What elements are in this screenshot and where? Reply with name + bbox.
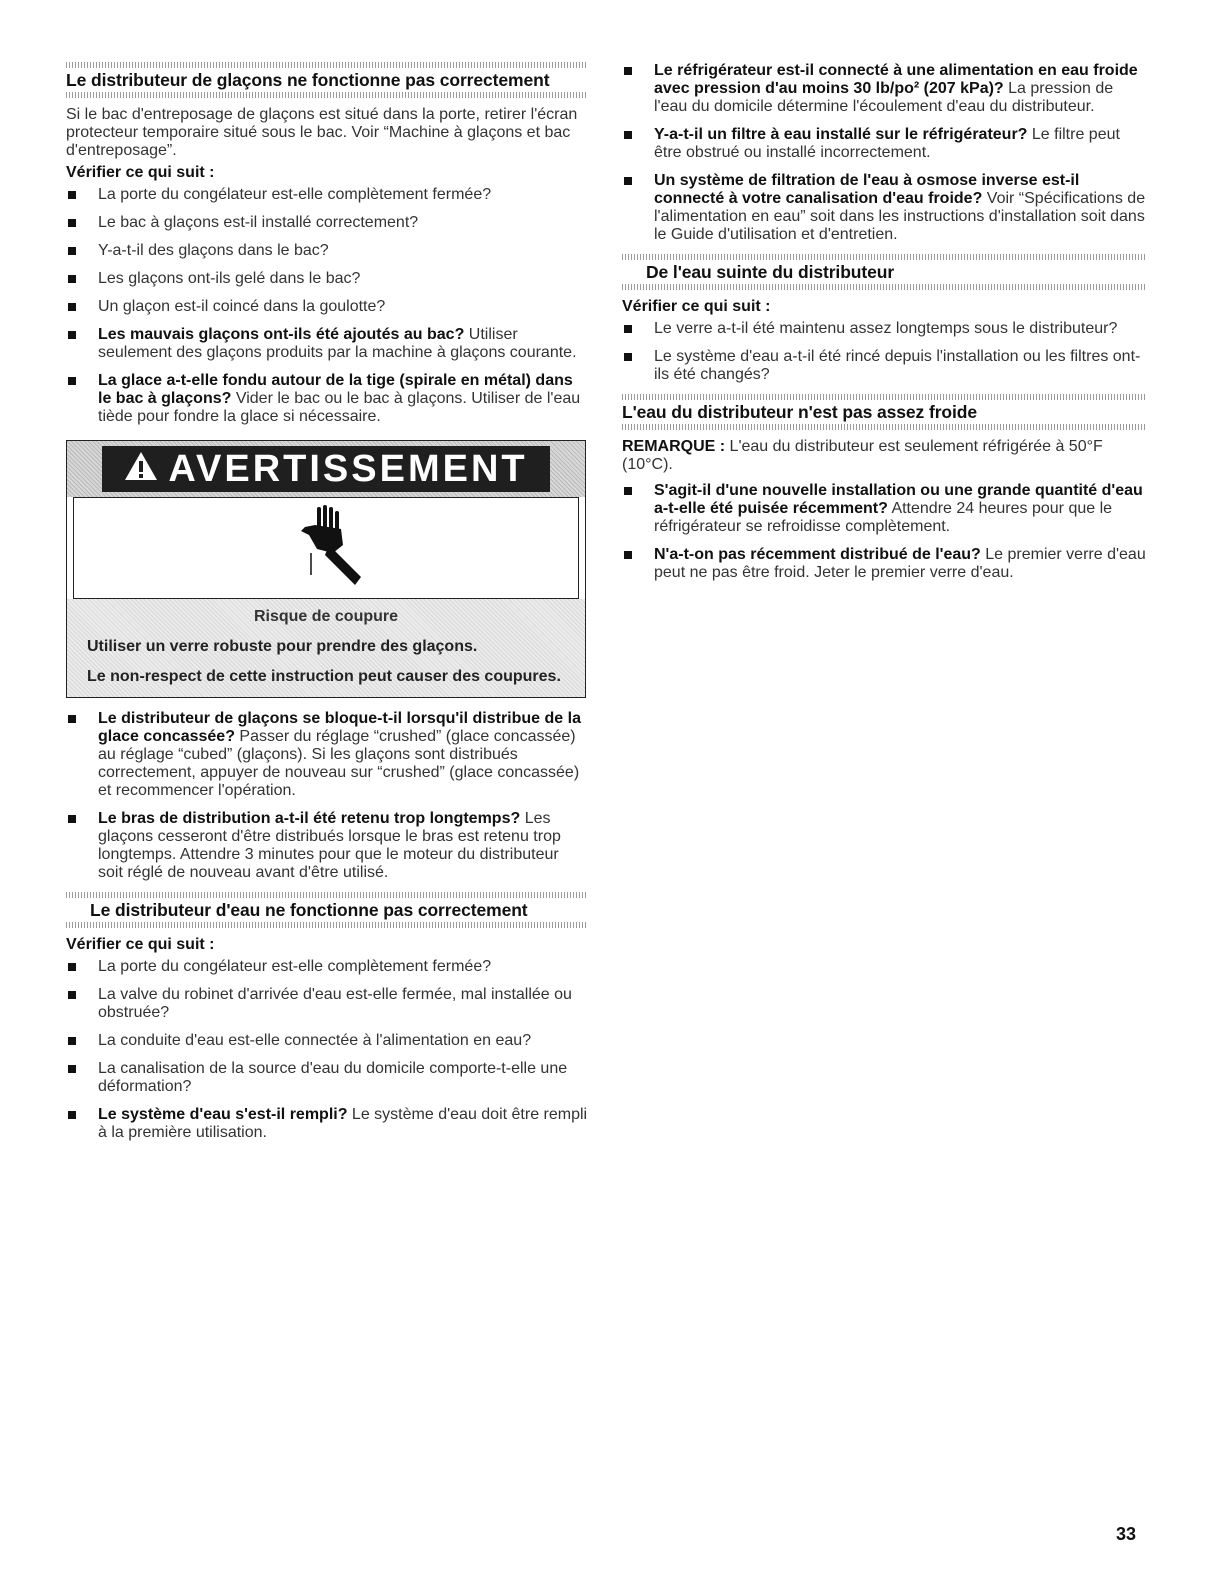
list-item [622,126,1146,162]
item-question: Le système d'eau s'est-il rempli? [98,1106,348,1123]
item-text: Le système d'eau a-t-il été rincé depuis l'installation ou les filtres ont-ils été changés? [654,348,1141,383]
item-text: La pression de l'eau du domicile détermine l'écoulement d'eau du distributeur. [654,80,1114,115]
bullet-square-icon [624,177,632,185]
check-label: Vérifier ce qui suit : [66,936,215,953]
section-heading-box [622,260,1146,284]
item-question: Un système de filtration de l'eau à osmose inverse est-il connecté à votre canalisation d'eau froide? [654,172,1080,207]
warning-pictogram-box [73,497,579,599]
list-item [622,348,1146,384]
warning-banner [67,441,585,497]
bullet-square-icon [68,191,76,199]
list-item [66,298,588,316]
section-heading-box [66,68,588,92]
item-question: Les mauvais glaçons ont-ils été ajoutés au bac? [98,326,465,343]
list-item [66,214,588,232]
item-text: La canalisation de la source d'eau du domicile comporte-t-elle une déformation? [98,1060,568,1095]
ice-dispenser-section [66,62,588,426]
item-text: La porte du congélateur est-elle complètement fermée? [98,186,492,203]
bullet-square-icon [68,219,76,227]
list-item [66,242,588,260]
water-not-cold-section [622,394,1146,582]
bullet-list [622,482,1146,582]
list-item [622,172,1146,244]
bullet-square-icon [624,325,632,333]
warning-text-panel [67,599,585,697]
bullet-square-icon [68,991,76,999]
bullet-square-icon [68,331,76,339]
bullet-square-icon [68,1111,76,1119]
note-text: L'eau du distributeur est seulement réfrigérée à 50°F (10°C). [622,438,1103,473]
item-text: La porte du congélateur est-elle complètement fermée? [98,958,492,975]
bullet-square-icon [624,551,632,559]
list-item [66,710,588,800]
note-label: REMARQUE : [622,438,726,455]
item-text: Le filtre peut être obstrué ou installé incorrectement. [654,126,1120,161]
bullet-square-icon [68,303,76,311]
item-text: La conduite d'eau est-elle connectée à l'alimentation en eau? [98,1032,532,1049]
item-text: La valve du robinet d'arrivée d'eau est-elle fermée, mal installée ou obstruée? [98,986,572,1021]
list-item [66,810,588,882]
list-item [622,482,1146,536]
list-item [66,372,588,426]
section-intro: Si le bac d'entreposage de glaçons est situé dans la porte, retirer l'écran protecteur temporaire situé sous le bac. Voir “Machine à glaçons et bac d'entreposage”. [66,106,578,159]
bullet-square-icon [68,1037,76,1045]
bullet-list [622,62,1146,244]
warning-consequence: Le non-respect de cette instruction peut causer des coupures. [87,668,561,685]
section-heading: L'eau du distributeur n'est pas assez froide [622,402,977,422]
item-text: Passer du réglage “crushed” (glace concassée) au réglage “cubed” (glaçons). Si les glaçons sont distribués correctement, appuyer de nouveau sur “crushed” (glace concassée) et recommencer l'opération. [98,728,580,799]
bullet-list [66,958,588,1142]
bullet-square-icon [68,1065,76,1073]
item-text: Le premier verre d'eau peut ne pas être froid. Jeter le premier verre d'eau. [654,546,1146,581]
item-text: Les glaçons ont-ils gelé dans le bac? [98,270,361,287]
warning-title: AVERTISSEMENT [168,447,528,490]
bullet-square-icon [68,715,76,723]
bullet-square-icon [68,275,76,283]
item-question: S'agit-il d'une nouvelle installation ou une grande quantité d'eau a-t-elle été puisée récemment? [654,482,1143,517]
hand-cut-hazard-icon [271,501,381,596]
item-text: Le système d'eau doit être rempli à la première utilisation. [98,1106,588,1141]
item-text: Un glaçon est-il coincé dans la goulotte? [98,298,386,315]
list-item [66,326,588,362]
bullet-list [622,320,1146,384]
list-item [66,270,588,288]
item-text: Vider le bac ou le bac à glaçons. Utiliser de l'eau tiède pour fondre la glace si nécessaire. [98,390,581,425]
list-item [66,958,588,976]
list-item [622,320,1146,338]
check-label: Vérifier ce qui suit : [66,164,215,181]
list-item [66,1106,588,1142]
bullet-square-icon [68,247,76,255]
page-number: 33 [1116,1524,1137,1544]
item-text: Les glaçons cesseront d'être distribués lorsque le bras est retenu trop longtemps. Attendre 3 minutes pour que le moteur du distributeur soit réglé de nouveau avant d'être utilisé. [98,810,561,881]
water-dispenser-section [66,892,588,1142]
item-question: Le réfrigérateur est-il connecté à une alimentation en eau froide avec pression d'au moins 30 lb/po² (207 kPa)? [654,62,1138,97]
item-question: Le bras de distribution a-t-il été retenu trop longtemps? [98,810,521,827]
section-heading-box [622,400,1146,424]
check-label: Vérifier ce qui suit : [622,298,771,315]
item-text: Attendre 24 heures pour que le réfrigérateur se refroidisse complètement. [654,500,1113,535]
list-item [66,1032,588,1050]
warning-risk: Risque de coupure [253,608,399,625]
bullet-list [66,186,588,426]
list-item [66,1060,588,1096]
item-text: Le verre a-t-il été maintenu assez longtemps sous le distributeur? [654,320,1118,337]
bullet-square-icon [624,131,632,139]
note-paragraph [622,438,1146,474]
bullet-square-icon [68,963,76,971]
list-item [622,546,1146,582]
bullet-list [66,710,588,882]
item-text: Utiliser seulement des glaçons produits par la machine à glaçons courante. [98,326,577,361]
item-question: Y-a-t-il un filtre à eau installé sur le réfrigérateur? [654,126,1028,143]
list-item [622,62,1146,116]
warning-box [66,440,586,698]
right-column [622,62,1146,592]
item-text: Le bac à glaçons est-il installé correctement? [98,214,419,231]
warning-triangle-icon [124,448,158,491]
bullet-square-icon [624,487,632,495]
section-heading: Le distributeur d'eau ne fonctionne pas correctement [90,900,528,920]
item-text: Voir “Spécifications de l'alimentation en eau” soit dans les instructions d'installation soit dans le Guide d'utilisation et d'entretien. [654,190,1146,243]
item-text: Y-a-t-il des glaçons dans le bac? [98,242,329,259]
bullet-square-icon [68,815,76,823]
section-heading: De l'eau suinte du distributeur [646,262,895,282]
item-question: N'a-t-on pas récemment distribué de l'eau? [654,546,981,563]
list-item [66,186,588,204]
item-question: Le distributeur de glaçons se bloque-t-il lorsqu'il distribue de la glace concassée? [98,710,581,745]
warning-instruction: Utiliser un verre robuste pour prendre des glaçons. [87,638,478,655]
bullet-square-icon [624,353,632,361]
bullet-square-icon [68,377,76,385]
item-question: La glace a-t-elle fondu autour de la tige (spirale en métal) dans le bac à glaçons? [98,372,573,407]
bullet-square-icon [624,67,632,75]
water-leak-section [622,254,1146,384]
list-item [66,986,588,1022]
section-heading-box [66,898,588,922]
section-heading: Le distributeur de glaçons ne fonctionne pas correctement [66,70,550,90]
left-column [66,62,588,1152]
